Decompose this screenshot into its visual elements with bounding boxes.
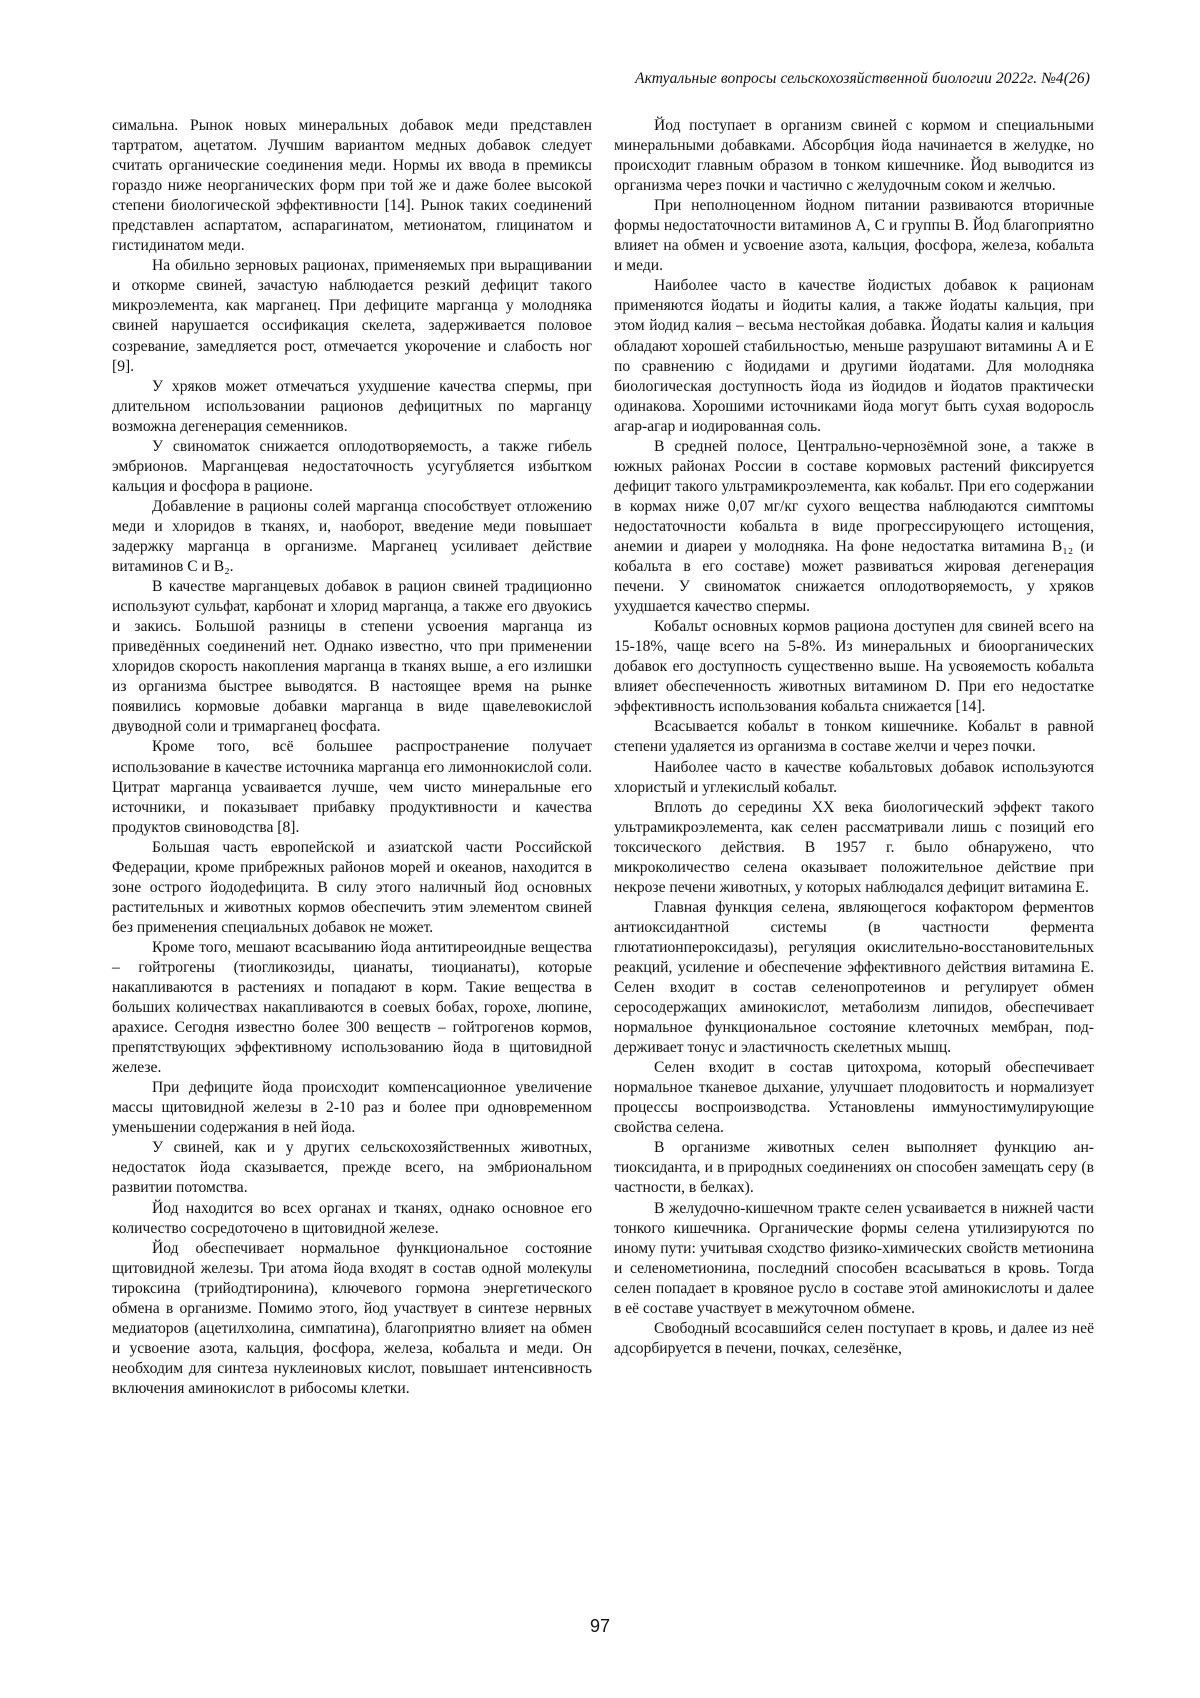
paragraph: Йод находится во всех органах и тканях, однако основное его количество сосредоточено в щитовидной железе.	[112, 1199, 592, 1237]
paragraph: Добавление в рационы солей марганца способствует отложению меди и хлоридов в тканях, и, наоборот, введение меди повышает задержку марганца в организме. Марганец усиливает действие витаминов С и В₂.	[112, 497, 592, 576]
paragraph: Наиболее часто в качестве йодистых добавок к рационам применяются йодаты и йодиты калия, а также йодаты кальция, при этом йодид калия – весьма нестойкая добавка. Йодаты калия и кальция обладают хорошей стабильностью, меньше разрушают витамины А и Е по сравнению с йодидами и другими йодатами. Для молодняка биологическая доступность йода из йодидов и йодатов практически одинакова. Хорошими источниками йода могут быть сухая водоросль агар-агар и иодированная соль.	[614, 277, 1094, 435]
paragraph: Кроме того, всё большее распространение получает использование в качестве источника марганца его лимоннокислой соли. Цитрат марганца усваивается лучше, чем чисто минеральные его источники, и показывает прибавку продуктивности и качества продуктов свиноводства [8].	[112, 738, 592, 836]
paragraph: Главная функция селена, являющегося кофактором ферментов антиоксидантной системы (в частности фермента глютатионпероксидазы), регуляция окислительно-восстановительных реакций, усиление и обеспечение эффективного действия витамина Е. Селен входит в состав селенопротеинов и регулирует обмен серосодержащих аминокислот, метаболизм липидов, обеспечивает нормальное функциональное состояние клеточных мембран, поддерживает тонус и эластичность скелетных мышц.	[614, 898, 1094, 1057]
paragraph: Свободный всосавшийся селен поступает в кровь, и далее из неё адсорбируется в печени, почках, селезёнке,	[614, 1319, 1094, 1357]
paragraph: Всасывается кобальт в тонком кишечнике. Кобальт в равной степени удаляется из организма в составе желчи и через почки.	[614, 718, 1094, 756]
page-number: 97	[589, 1616, 611, 1636]
paragraph: У свиней, как и у других сельскохозяйственных животных, недостаток йода сказывается, прежде всего, на эмбриональном развитии потомства.	[112, 1139, 592, 1197]
paragraph: Большая часть европейской и азиатской части Российской Федерации, кроме прибрежных районов морей и океанов, находится в зоне острого йододефицита. В силу этого наличный йод основных растительных и животных кормов обеспечить этим элементом свиней без применения специальных добавок не может.	[112, 838, 592, 936]
paragraph: Кроме того, мешают всасыванию йода антитиреоидные вещества – гойтрогены (тиогликозиды, цианаты, тиоцианаты), которые накапливаются в растениях и попадают в корм. Такие вещества в больших количествах накапливаются в соевых бобах, горохе, люпине, арахисе. Сегодня известно более 300 веществ – гойтрогенов кормов, препятствующих эффективному использованию йода в щитовидной железе.	[112, 938, 592, 1077]
paragraph: В качестве марганцевых добавок в рацион свиней традиционно используют сульфат, карбонат и хлорид марганца, а также его двуокись и закись. Большой разницы в степени усвоения марганца из приведённых соединений нет. Однако известно, что при применении хлоридов скорость накопления марганца в тканях выше, а его излишки из организма быстрее выводятся. В настоящее время на рынке появились кормовые добавки марганца в виде щавелевокислой двуводной соли и тримарганец фосфата.	[112, 578, 592, 736]
paragraph: Йод поступает в организм свиней с кормом и специальными минеральными добавками. Абсорбция йода начинается в желудке, но происходит главным образом в тонком кишечнике. Йод выводится из организма через почки и частично с желудочным соком и желчью.	[614, 117, 1094, 195]
paragraph: У хряков может отмечаться ухудшение качества спермы, при длительном использовании рационов дефицитных по марганцу возможна дегенерация семенников.	[112, 377, 592, 435]
paragraph: симальна. Рынок новых минеральных добавок меди представлен тартратом, ацетатом. Лучшим вариантом медных добавок следует считать органические соединения меди. Нормы их ввода в премиксы гораздо ниже неорганических форм при той же и даже более высокой степени биологической эффективности [14]. Рынок таких соединений представлен аспартатом, аспарагинатом, метионатом, глицинатом и гистидинатом меди.	[112, 117, 592, 255]
paragraph: У свиноматок снижается оплодотворяемость, а также гибель эмбрионов. Марганцевая недостаточность усугубляется избытком кальция и фосфора в рационе.	[112, 437, 592, 495]
paragraph: В организме животных селен выполняет функцию антиоксиданта, и в природных соединениях он способен замещать серу (в частности, в белках).	[614, 1139, 1094, 1197]
left-column	[112, 116, 592, 1399]
paragraph: На обильно зерновых рационах, применяемых при выращивании и откорме свиней, зачастую наблюдается резкий дефицит такого микроэлемента, как марганец. При дефиците марганца у молодняка свиней нарушается оссификация скелета, задерживается половое созревание, замедляется рост, отмечается укорочение и слабость ног [9].	[112, 257, 592, 375]
paragraph: Наиболее часто в качестве кобальтовых добавок используются хлористый и углекислый кобальт.	[614, 758, 1094, 796]
paragraph: Кобальт основных кормов рациона доступен для свиней всего на 15-18%, чаще всего на 5-8%. Из минеральных и биоорганических добавок его доступность существенно выше. На усвояемость кобальта влияет обеспеченность животных витамином D. При его недостатке эффективность использования кобальта снижается [14].	[614, 618, 1094, 716]
paragraph: При дефиците йода происходит компенсационное увеличение массы щитовидной железы в 2-10 раз и более при одновременном уменьшении содержания в ней йода.	[112, 1079, 592, 1137]
paragraph: В желудочно-кишечном тракте селен усваивается в нижней части тонкого кишечника. Органические формы селена утилизируются по иному пути: учитывая сходство физико-химических свойств метионина и селенометионина, последний способен всасываться в кровь. Тогда селен попадает в кровяное русло в составе этой аминокислоты и далее в её составе участвует в межуточном обмене.	[614, 1199, 1094, 1317]
paragraph: Селен входит в состав цитохрома, который обеспечивает нормальное тканевое дыхание, улучшает плодовитость и нормализует процессы воспроизводства. Установлены иммуностимулирующие свойства селена.	[614, 1059, 1094, 1137]
running-header: Актуальные вопросы сельскохозяйственной биологии 2022г. №4(26)	[635, 70, 1090, 87]
paragraph: При неполноценном йодном питании развиваются вторичные формы недостаточности витаминов А, С и группы В. Йод благоприятно влияет на обмен и усвоение азота, кальция, фосфора, железа, кобальта и меди.	[614, 197, 1094, 275]
paragraph: Вплоть до середины ХХ века биологический эффект такого ультрамикроэлемента, как селен рассматривали лишь с позиций его токсического действия. В 1957 г. было обнаружено, что микроколичество селена оказывает положительное действие при некрозе печени животных, у которых наблюдался дефицит витамина Е.	[614, 798, 1094, 896]
paragraph: Йод обеспечивает нормальное функциональное состояние щитовидной железы. Три атома йода входят в состав одной молекулы тироксина (трийодтиронина), ключевого гормона энергетического обмена в организме. Помимо этого, йод участвует в синтезе нервных медиаторов (ацетилхолина, симпатина), благоприятно влияет на обмен и усвоение азота, кальция, фосфора, железа, кобальта и меди. Он необходим для синтеза нуклеиновых кислот, повышает интенсивность включения аминокислот в рибосомы клетки.	[112, 1239, 592, 1397]
right-column	[614, 116, 1094, 1359]
paragraph: В средней полосе, Центрально-чернозёмной зоне, а также в южных районах России в составе кормовых растений фиксируется дефицит такого ультрамикроэлемента, как кобальт. При его содержании в кормах ниже 0,07 мг/кг сухого вещества наблюдаются симптомы недостаточности кобальта в виде прогрессирующего истощения, анемии и диареи у молодняка. На фоне недостатка витамина В₁₂ (и кобальта в его составе) может развиваться жировая дегенерация печени. У свиноматок снижается оплодотворяемость, у хряков ухудшается качество спермы.	[614, 437, 1094, 616]
